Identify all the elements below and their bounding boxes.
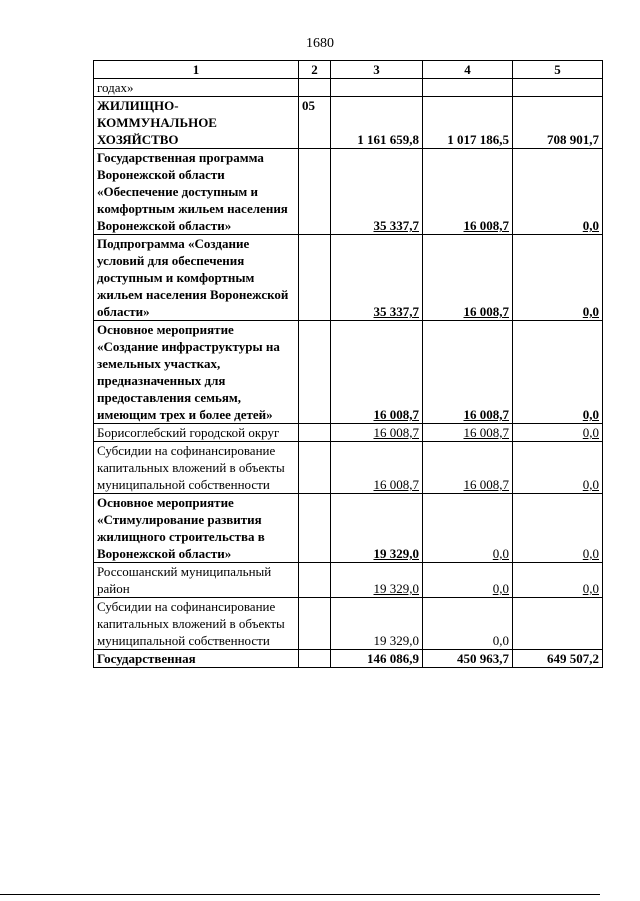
- row-value-5: [513, 79, 603, 97]
- table-row: [94, 149, 603, 235]
- row-code: [299, 79, 331, 97]
- column-header-1: 1: [94, 61, 299, 79]
- row-code: [299, 321, 331, 424]
- row-value-5: 0,0: [513, 424, 603, 442]
- row-name: Основное мероприятие «Создание инфраструктуры на земельных участках, предназначенных для предоставления семьям, имеющим трех и более детей»: [94, 321, 299, 424]
- table-row: [94, 235, 603, 321]
- row-code: [299, 494, 331, 563]
- row-name: Государственная: [94, 650, 299, 668]
- row-value-4: [423, 79, 513, 97]
- row-name: Подпрограмма «Создание условий для обеспечения доступным и комфортным жильем населения Воронежской области»: [94, 235, 299, 321]
- row-name: Государственная программа Воронежской области «Обеспечение доступным и комфортным жильем населения Воронежской области»: [94, 149, 299, 235]
- table-row: [94, 424, 603, 442]
- row-value-5: 0,0: [513, 321, 603, 424]
- row-value-3: 19 329,0: [331, 598, 423, 650]
- table-row: [94, 563, 603, 598]
- row-code: [299, 149, 331, 235]
- row-value-4: 16 008,7: [423, 424, 513, 442]
- row-code: [299, 424, 331, 442]
- budget-table: [93, 60, 603, 668]
- row-name: Основное мероприятие «Стимулирование развития жилищного строительства в Воронежской области»: [94, 494, 299, 563]
- row-value-3: [331, 79, 423, 97]
- row-value-5: 0,0: [513, 494, 603, 563]
- row-value-3: 16 008,7: [331, 424, 423, 442]
- row-value-4: 16 008,7: [423, 149, 513, 235]
- row-code: [299, 598, 331, 650]
- row-value-5: 649 507,2: [513, 650, 603, 668]
- row-code: [299, 235, 331, 321]
- table-row: [94, 79, 603, 97]
- row-name: годах»: [94, 79, 299, 97]
- table-row: [94, 598, 603, 650]
- row-value-4: 450 963,7: [423, 650, 513, 668]
- row-value-5: [513, 598, 603, 650]
- table-row: [94, 97, 603, 149]
- column-header-5: 5: [513, 61, 603, 79]
- table-row: [94, 442, 603, 494]
- table-row: [94, 650, 603, 668]
- row-value-5: 0,0: [513, 442, 603, 494]
- row-value-3: 146 086,9: [331, 650, 423, 668]
- column-header-3: 3: [331, 61, 423, 79]
- row-value-5: 0,0: [513, 149, 603, 235]
- row-value-4: 0,0: [423, 563, 513, 598]
- row-name: Субсидии на софинансирование капитальных вложений в объекты муниципальной собственности: [94, 598, 299, 650]
- row-code: [299, 650, 331, 668]
- row-value-4: 0,0: [423, 494, 513, 563]
- row-value-3: 16 008,7: [331, 321, 423, 424]
- column-header-4: 4: [423, 61, 513, 79]
- row-value-3: 1 161 659,8: [331, 97, 423, 149]
- column-header-2: 2: [299, 61, 331, 79]
- row-code: 05: [299, 97, 331, 149]
- row-name: Субсидии на софинансирование капитальных вложений в объекты муниципальной собственности: [94, 442, 299, 494]
- row-value-4: 16 008,7: [423, 235, 513, 321]
- row-value-5: 708 901,7: [513, 97, 603, 149]
- footer-rule: [0, 894, 600, 895]
- row-value-4: 1 017 186,5: [423, 97, 513, 149]
- row-value-4: 16 008,7: [423, 442, 513, 494]
- row-value-3: 19 329,0: [331, 494, 423, 563]
- page-number: 1680: [306, 36, 334, 51]
- row-name: ЖИЛИЩНО-КОММУНАЛЬНОЕ ХОЗЯЙСТВО: [94, 97, 299, 149]
- row-value-3: 19 329,0: [331, 563, 423, 598]
- row-code: [299, 563, 331, 598]
- row-name: Россошанский муниципальный район: [94, 563, 299, 598]
- row-value-3: 35 337,7: [331, 149, 423, 235]
- row-name: Борисоглебский городской округ: [94, 424, 299, 442]
- row-code: [299, 442, 331, 494]
- row-value-4: 16 008,7: [423, 321, 513, 424]
- row-value-4: 0,0: [423, 598, 513, 650]
- row-value-5: 0,0: [513, 235, 603, 321]
- row-value-5: 0,0: [513, 563, 603, 598]
- table-row: [94, 494, 603, 563]
- table-row: [94, 321, 603, 424]
- row-value-3: 16 008,7: [331, 442, 423, 494]
- row-value-3: 35 337,7: [331, 235, 423, 321]
- header-row: [94, 61, 603, 79]
